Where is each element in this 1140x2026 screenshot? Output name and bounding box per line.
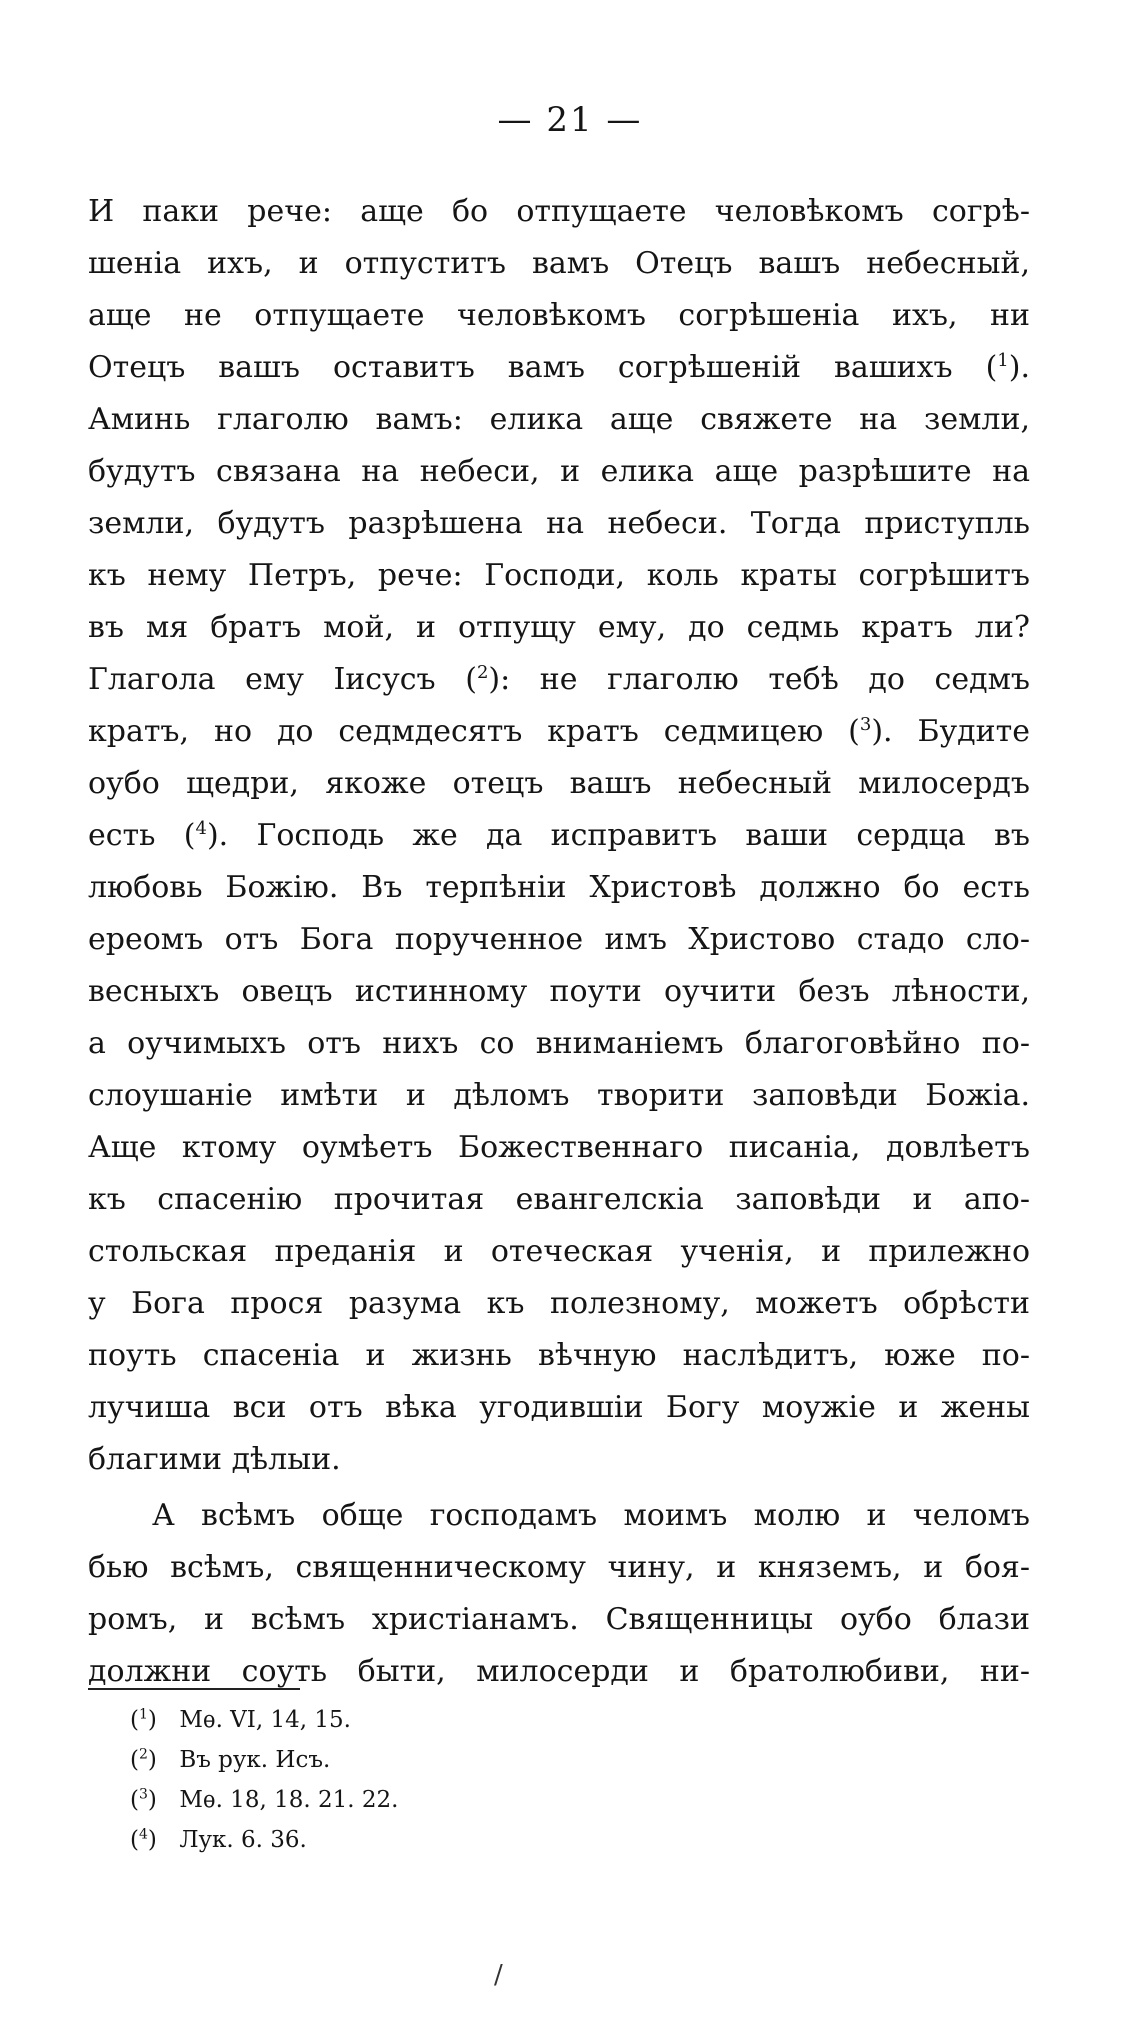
text-line: весныхъ овецъ истинному поути оучити безъ лѣности, [88, 974, 1030, 1009]
text-line: любовь Божію. Въ терпѣніи Христовѣ должно бо есть [88, 870, 1030, 905]
footnote-number: 2 [138, 1746, 148, 1763]
text-segment: есть ( [88, 818, 196, 853]
footnote-number: 3 [138, 1786, 148, 1803]
footnote-ref: 3 [859, 714, 872, 735]
text-line: будутъ связана на небеси, и елика аще разрѣшите на [88, 454, 1030, 489]
footnote-marker [130, 1820, 172, 1860]
text-segment: ). [1008, 350, 1030, 385]
text-line: къ нему Петръ, рече: Господи, коль краты согрѣшитъ [88, 558, 1030, 593]
text-line: ромъ, и всѣмъ христіанамъ. Священницы оубо блази [88, 1602, 1030, 1637]
footnote-paren: ) [147, 1827, 157, 1853]
footnote-ref: 2 [476, 662, 489, 683]
footnote-text: Въ рук. Исъ. [179, 1747, 331, 1773]
text-line [88, 654, 1030, 706]
footnote-paren: ( [130, 1707, 139, 1733]
text-line: земли, будутъ разрѣшена на небеси. Тогда приступль [88, 506, 1030, 541]
text-line: поуть спасеніа и жизнь вѣчную наслѣдитъ, юже по- [88, 1338, 1030, 1373]
footnote-divider [88, 1688, 300, 1690]
text-line: оубо щедри, якоже отецъ вашъ небесный милосердъ [88, 766, 1030, 801]
footnote-paren: ( [130, 1787, 139, 1813]
text-line: А всѣмъ обще господамъ моимъ молю и челомъ [152, 1498, 1030, 1533]
text-segment: Глагола ему Іисусъ ( [88, 662, 477, 697]
text-line: слоушаніе имѣти и дѣломъ творити заповѣди Божіа. [88, 1078, 1030, 1113]
text-line: лучиша вси отъ вѣка угодившіи Богу моужіе и жены [88, 1390, 1030, 1425]
text-line: Аминь глаголю вамъ: елика аще свяжете на земли, [88, 402, 1030, 437]
footnote-paren: ( [130, 1827, 139, 1853]
text-line: аще не отпущаете человѣкомъ согрѣшеніа ихъ, ни [88, 298, 1030, 333]
text-line: ереомъ отъ Бога порученное имъ Христово стадо сло- [88, 922, 1030, 957]
paragraph-2 [88, 1490, 1030, 1698]
text-line: стольская преданія и отеческая ученія, и прилежно [88, 1234, 1030, 1269]
footnote [130, 1740, 398, 1780]
page-number: — 21 — [497, 100, 643, 140]
footnote-marker [130, 1780, 172, 1820]
footnote-number: 4 [138, 1826, 148, 1843]
text-line: а оучимыхъ отъ нихъ со вниманіемъ благоговѣйно по- [88, 1026, 1030, 1061]
text-line: должни соуть быти, милосерди и братолюбиви, ни- [88, 1654, 1030, 1689]
footnote-text: Мѳ. VI, 14, 15. [179, 1707, 351, 1733]
text-segment: ). Господь же да исправитъ ваши сердца въ [206, 818, 1030, 853]
text-line: благими дѣлыи. [88, 1442, 341, 1477]
text-segment: кратъ, но до седмдесятъ кратъ седмицею ( [88, 714, 860, 749]
footnote-number: 1 [138, 1706, 148, 1723]
footnote-text: Мѳ. 18, 18. 21. 22. [179, 1787, 399, 1813]
footnote-paren: ) [147, 1787, 157, 1813]
footnote [130, 1820, 398, 1860]
text-segment: Отецъ вашъ оставитъ вамъ согрѣшеній вашихъ ( [88, 350, 998, 385]
footnote-ref: 1 [997, 350, 1009, 371]
footnote-paren: ) [147, 1747, 157, 1773]
text-line: къ спасенію прочитая евангелскіа заповѣди и апо- [88, 1182, 1030, 1217]
text-line [88, 706, 1030, 758]
text-line: шеніа ихъ, и отпуститъ вамъ Отецъ вашъ небесный, [88, 246, 1030, 281]
text-segment: ): не глаголю тебѣ до седмъ [488, 662, 1030, 697]
text-line: въ мя братъ мой, и отпущу ему, до седмь кратъ ли? [88, 610, 1030, 645]
footnote-ref: 4 [195, 818, 207, 839]
text-line [88, 810, 1030, 862]
footnote [130, 1780, 398, 1820]
footnotes [130, 1700, 398, 1860]
footnote-marker [130, 1740, 172, 1780]
footnote-paren: ( [130, 1747, 139, 1773]
paragraph-1 [88, 186, 1030, 1486]
text-line: И паки рече: аще бо отпущаете человѣкомъ согрѣ- [88, 194, 1030, 229]
footnote-paren: ) [147, 1707, 157, 1733]
stray-ink-mark: / [494, 1960, 503, 1990]
text-line: бью всѣмъ, священническому чину, и княземъ, и боя- [88, 1550, 1030, 1585]
text-line: Аще ктому оумѣетъ Божественнаго писаніа, довлѣетъ [88, 1130, 1030, 1165]
text-line: у Бога прося разума къ полезному, можетъ обрѣсти [88, 1286, 1030, 1321]
footnote-marker [130, 1700, 172, 1740]
footnote [130, 1700, 398, 1740]
text-segment: ). Будите [871, 714, 1030, 749]
footnote-text: Лук. 6. 36. [179, 1827, 307, 1853]
text-line [88, 342, 1030, 394]
